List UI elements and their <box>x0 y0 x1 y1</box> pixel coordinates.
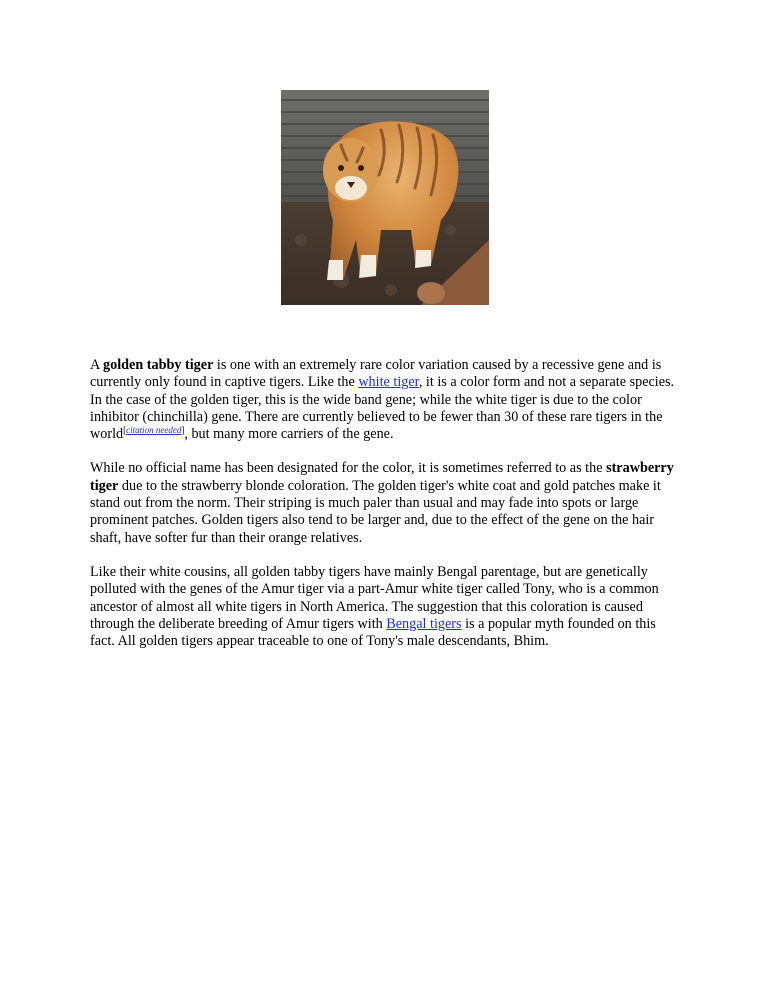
paragraph-1: A golden tabby tiger is one with an extremely rare color variation caused by a recessive gene and is currently only found in captive tigers. Like the white tiger, it is a color form and not a separate species. In the case of the golden tiger, this is the wide band gene; while the white tiger is due to the color inhibitor (chinchilla) gene. There are currently believed to be fewer than 30 of these rare tigers in the world[citation needed], but many more carriers of the gene. <box>90 357 675 443</box>
link-citation-needed[interactable]: citation needed <box>126 425 182 436</box>
paragraph-2: While no official name has been designated for the color, it is sometimes referred to as the strawberry tiger due to the strawberry blonde coloration. The golden tiger's white coat and gold patches make it stand out from the norm. Their striping is much paler than usual and may fade into spots or large prominent patches. Golden tigers also tend to be larger and, due to the effect of the gene on the hair shaft, have softer fur than their orange relatives. <box>90 460 674 546</box>
paragraph-3: Like their white cousins, all golden tabby tigers have mainly Bengal parentage, but are genetically polluted with the genes of the Amur tiger via a part-Amur white tiger called Tony, who is a common ancestor of almost all white tigers in North America. The suggestion that this coloration is caused through the deliberate breeding of Amur tigers with Bengal tigers is a popular myth founded on this fact. All golden tigers appear traceable to one of Tony's male descendants, Bhim. <box>90 563 659 650</box>
bold-term-golden-tabby-tiger: golden tabby tiger <box>103 357 214 373</box>
article-body <box>90 357 680 667</box>
link-white-tiger[interactable]: white tiger <box>358 374 419 391</box>
golden-tabby-tiger-image <box>281 90 489 305</box>
link-bengal-tigers[interactable]: Bengal tigers <box>386 615 462 632</box>
bold-term-strawberry-tiger: strawberry tiger <box>90 460 674 494</box>
citation-needed: [citation needed] <box>123 425 185 436</box>
